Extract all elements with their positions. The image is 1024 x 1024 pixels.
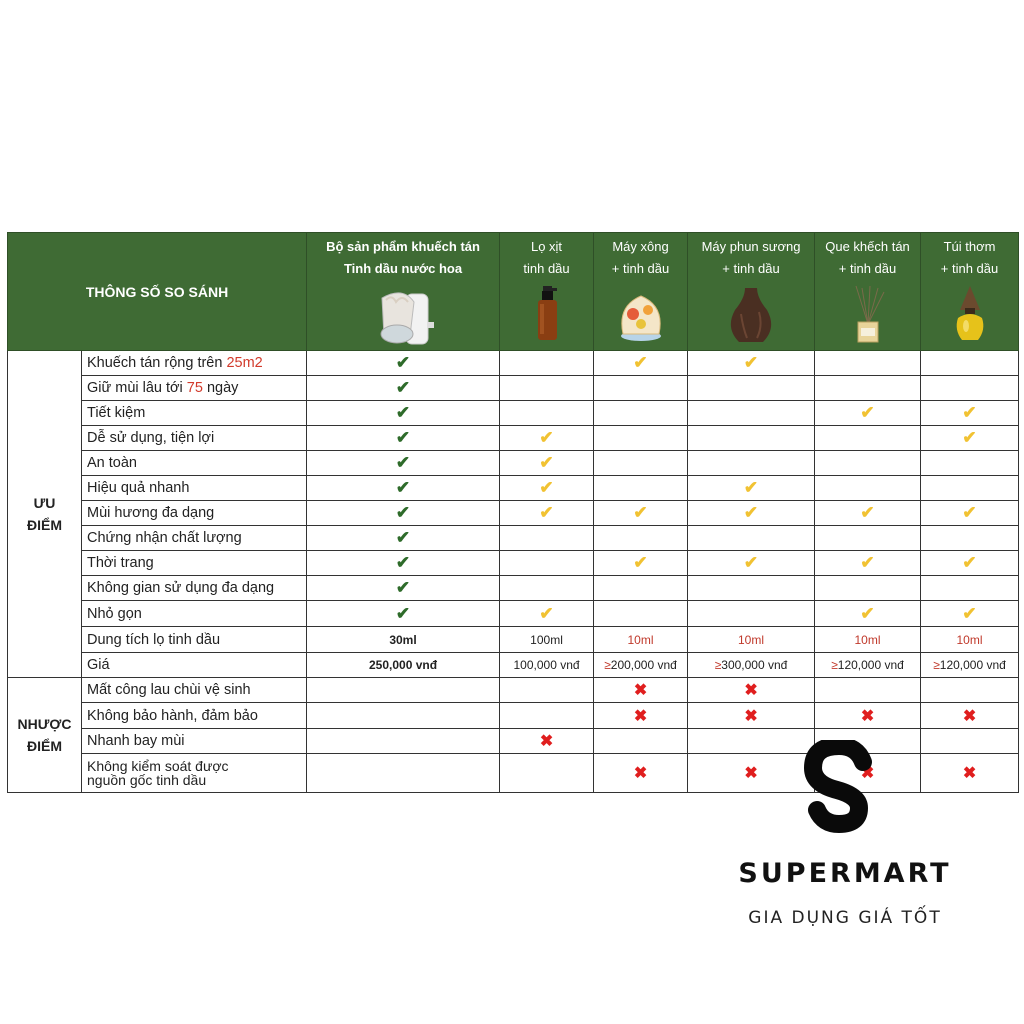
table-row [8,476,1019,501]
check-green-icon: ✔ [395,503,411,522]
mark-cell [921,451,1019,476]
cross-red-icon: ✖ [962,707,977,725]
table-row [8,351,1019,376]
mark-cell [921,678,1019,703]
mark-cell [307,703,500,729]
check-green-icon: ✔ [395,353,411,372]
volume-cell: 30ml [307,627,500,653]
volume-cell: 10ml [921,627,1019,653]
mark-cell [688,376,815,401]
mark-cell [307,451,500,476]
product-name-line1: Que khếch tán [825,239,910,254]
header-row [8,233,1019,351]
mark-cell [921,576,1019,601]
row-label: Dung tích lọ tinh dầu [82,627,307,653]
table-row [8,703,1019,729]
mark-cell [688,551,815,576]
cross-red-icon: ✖ [744,682,758,699]
mark-cell [594,576,688,601]
mark-cell [921,526,1019,551]
table-row [8,526,1019,551]
mark-cell [921,426,1019,451]
row-label: Nhỏ gọn [82,601,307,627]
mark-cell [307,476,500,501]
table-row [8,451,1019,476]
mark-cell [500,551,594,576]
product-name-line2: + tinh dầu [940,261,999,276]
table-row [8,501,1019,526]
mark-cell [921,551,1019,576]
product-name-line2: tinh dầu [523,261,570,276]
check-green-icon: ✔ [395,453,411,472]
cross-red-icon: ✖ [962,765,977,782]
volume-cell: 10ml [688,627,815,653]
mark-cell [815,426,921,451]
check-green-icon: ✔ [395,378,411,397]
price-cell: 250,000 vnđ [307,653,500,678]
table-row [8,376,1019,401]
check-yellow-icon: ✔ [860,603,875,623]
price-cell [921,653,1019,678]
mark-cell [815,526,921,551]
mark-cell [500,501,594,526]
mark-cell [500,376,594,401]
check-green-icon: ✔ [395,528,411,547]
check-yellow-icon: ✔ [743,353,759,372]
row-label-line1: Không kiểm soát được [87,758,229,774]
volume-cell: 10ml [594,627,688,653]
mark-cell [688,576,815,601]
mark-cell [500,476,594,501]
price-prefix: ≥ [714,658,722,672]
price-value: 200,000 vnđ [610,658,677,672]
product-name-line1: Máy xông [612,239,669,254]
mark-cell [921,476,1019,501]
mark-cell [594,501,688,526]
table-row [8,601,1019,627]
product-header-sachet [921,233,1019,351]
cons-group-line2: ĐIỂM [27,738,62,754]
row-label: Tiết kiệm [82,401,307,426]
mark-cell [688,526,815,551]
mark-cell [815,401,921,426]
mark-cell [688,703,815,729]
s-logo-icon [801,740,881,840]
check-yellow-icon: ✔ [539,478,554,497]
check-yellow-icon: ✔ [743,478,759,497]
mark-cell [307,754,500,793]
mark-cell [688,451,815,476]
mark-cell [307,501,500,526]
table-body [8,351,1019,793]
check-yellow-icon: ✔ [633,553,648,572]
mark-cell [594,426,688,451]
hanging-sachet-icon [950,284,990,344]
check-yellow-icon: ✔ [962,603,977,623]
table-row [8,653,1019,678]
row-label: Không bảo hành, đảm bảo [82,703,307,729]
product-header-diffuser-kit [307,233,500,351]
check-yellow-icon: ✔ [539,503,554,522]
check-green-icon: ✔ [395,578,411,597]
product-name-line1: Túi thơm [943,239,996,254]
cons-group-line1: NHƯỢC [17,716,72,732]
row-label [82,754,307,793]
mark-cell [500,703,594,729]
mark-cell [594,703,688,729]
row-label-text: Giữ mùi lâu tới [87,380,187,396]
mark-cell [500,451,594,476]
table-row [8,678,1019,703]
cons-group-label [8,678,82,793]
row-label: Thời trang [82,551,307,576]
cross-red-icon: ✖ [744,765,758,782]
mark-cell [307,601,500,627]
row-label: Mùi hương đa dạng [82,501,307,526]
row-label: Chứng nhận chất lượng [82,526,307,551]
check-green-icon: ✔ [395,553,411,572]
price-value: 300,000 vnđ [721,658,788,672]
price-value: 120,000 vnđ [837,658,904,672]
mark-cell [500,401,594,426]
product-name-line1: Lọ xịt [530,239,563,254]
table-row [8,551,1019,576]
volume-cell: 10ml [815,627,921,653]
mark-cell [688,501,815,526]
mist-diffuser-icon [721,284,781,346]
mark-cell [815,551,921,576]
row-label [82,351,307,376]
mark-cell [307,526,500,551]
supermart-logo [700,740,990,940]
mark-cell [594,754,688,793]
price-cell [815,653,921,678]
mark-cell [815,351,921,376]
row-label [82,376,307,401]
check-yellow-icon: ✔ [633,353,648,372]
mark-cell [688,678,815,703]
mark-cell [921,501,1019,526]
cross-red-icon: ✖ [744,707,758,725]
check-yellow-icon: ✔ [860,503,875,522]
check-yellow-icon: ✔ [962,553,977,572]
mark-cell [921,401,1019,426]
row-label: Mất công lau chùi vệ sinh [82,678,307,703]
price-cell [688,653,815,678]
mark-cell [815,476,921,501]
comparison-table [7,232,1019,793]
mark-cell [688,476,815,501]
product-header-reed [815,233,921,351]
mark-cell [594,729,688,754]
row-label: An toàn [82,451,307,476]
check-yellow-icon: ✔ [962,403,977,422]
price-prefix: ≥ [831,658,838,672]
product-name-line1: Máy phun sương [701,239,801,254]
cross-red-icon: ✖ [633,765,648,782]
product-name-line2: + tinh dầu [722,261,780,276]
row-label: Giá [82,653,307,678]
mark-cell [815,451,921,476]
table-row [8,426,1019,451]
row-label-text: Khuếch tán rộng trên [87,355,227,371]
mark-cell [307,426,500,451]
check-yellow-icon: ✔ [539,603,554,623]
product-name-line2: Tinh dầu nước hoa [343,261,463,276]
product-header-spray [500,233,594,351]
mark-cell [688,351,815,376]
product-header-burner [594,233,688,351]
mark-cell [500,729,594,754]
mark-cell [307,729,500,754]
check-yellow-icon: ✔ [633,503,648,522]
row-label: Nhanh bay mùi [82,729,307,754]
mark-cell [688,426,815,451]
mark-cell [500,526,594,551]
table-row [8,576,1019,601]
price-prefix: ≥ [604,658,611,672]
row-label-highlight: 25m2 [226,355,263,371]
reed-diffuser-icon [848,284,888,344]
mark-cell [307,551,500,576]
check-yellow-icon: ✔ [539,428,554,447]
mark-cell [594,476,688,501]
mark-cell [921,376,1019,401]
plugin-diffuser-icon [368,284,438,350]
mark-cell [688,401,815,426]
check-yellow-icon: ✔ [962,503,977,522]
table-title: THÔNG SỐ SO SÁNH [8,233,307,351]
check-yellow-icon: ✔ [860,403,875,422]
check-yellow-icon: ✔ [860,553,875,572]
mark-cell [594,551,688,576]
cross-red-icon: ✖ [633,707,648,725]
price-value: 120,000 vnđ [939,658,1006,672]
mark-cell [500,576,594,601]
pros-group-line1: ƯU [33,495,56,511]
brand-name: SUPERMART [738,858,952,889]
row-label: Dễ sử dụng, tiện lợi [82,426,307,451]
pros-group-label [8,351,82,678]
check-green-icon: ✔ [395,603,411,623]
mark-cell [500,754,594,793]
mark-cell [500,678,594,703]
mark-cell [815,678,921,703]
cross-red-icon: ✖ [539,733,554,750]
mark-cell [815,576,921,601]
check-yellow-icon: ✔ [539,453,554,472]
mark-cell [815,601,921,627]
mark-cell [921,351,1019,376]
spray-bottle-icon [527,284,567,342]
check-yellow-icon: ✔ [962,428,977,447]
mark-cell [500,601,594,627]
mark-cell [594,351,688,376]
mark-cell [307,678,500,703]
ceramic-burner-icon [611,284,671,344]
volume-cell: 100ml [500,627,594,653]
check-green-icon: ✔ [395,403,411,422]
row-label: Hiệu quả nhanh [82,476,307,501]
mark-cell [594,526,688,551]
mark-cell [307,576,500,601]
pros-group-line2: ĐIỂM [27,517,62,533]
mark-cell [307,376,500,401]
mark-cell [815,376,921,401]
product-name-line2: + tinh dầu [611,261,670,276]
price-cell: 100,000 vnđ [500,653,594,678]
mark-cell [688,601,815,627]
cross-red-icon: ✖ [860,707,875,725]
row-label: Không gian sử dụng đa dạng [82,576,307,601]
table-row [8,401,1019,426]
mark-cell [921,601,1019,627]
mark-cell [500,426,594,451]
product-name-line1: Bộ sản phẩm khuếch tán [326,239,480,254]
row-label-highlight: 75 [186,380,203,396]
mark-cell [594,401,688,426]
check-green-icon: ✔ [395,478,411,497]
mark-cell [921,703,1019,729]
table-row [8,627,1019,653]
check-green-icon: ✔ [395,428,411,447]
mark-cell [594,451,688,476]
mark-cell [307,401,500,426]
price-cell [594,653,688,678]
check-yellow-icon: ✔ [743,553,759,572]
price-prefix: ≥ [933,658,940,672]
row-label-line2: nguồn gốc tinh dầu [87,772,207,788]
brand-slogan: GIA DỤNG GIÁ TỐT [748,908,942,928]
mark-cell [594,678,688,703]
check-yellow-icon: ✔ [743,503,759,522]
mark-cell [594,376,688,401]
mark-cell [307,351,500,376]
product-header-mist [688,233,815,351]
row-label-tail: ngày [202,380,239,396]
cross-red-icon: ✖ [860,765,875,782]
cross-red-icon: ✖ [633,682,648,699]
mark-cell [594,601,688,627]
mark-cell [500,351,594,376]
product-name-line2: + tinh dầu [838,261,897,276]
mark-cell [815,703,921,729]
mark-cell [815,501,921,526]
